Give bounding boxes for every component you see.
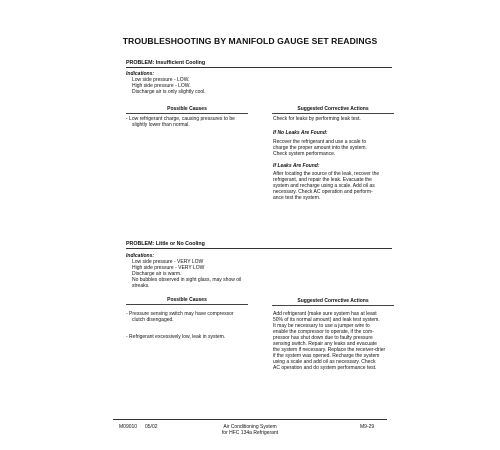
problem-1-indication: Discharge air is only slightly cool. bbox=[132, 89, 206, 95]
problem-1-actions-header: Suggested Corrective Actions bbox=[297, 106, 369, 112]
footer-title: Air Conditioning System bbox=[223, 424, 277, 430]
actions-header-rule bbox=[272, 113, 394, 114]
problem-2-action: 50% of its normal amount) and leak test system. bbox=[273, 317, 380, 323]
problem-2-action: the system if necessary. Replace the receiver-drier bbox=[273, 347, 386, 353]
footer-date: 05/02 bbox=[145, 424, 158, 430]
problem-2-causes-header: Possible Causes bbox=[167, 297, 207, 303]
problem-1-indications-label: Indications: bbox=[126, 71, 155, 77]
problem-2-action: using a scale and add oil as necessary. Check bbox=[273, 359, 376, 365]
problem-2-action: pressor has shut down due to faulty pressure bbox=[273, 335, 373, 341]
causes-header-rule bbox=[126, 304, 248, 305]
problem-2-indication: Discharge air is warm. bbox=[132, 271, 182, 277]
no-leaks-label: If No Leaks Are Found: bbox=[273, 130, 328, 136]
page-number: M9-29 bbox=[360, 424, 375, 430]
problem-1-cause: - Low refrigerant charge, causing pressures to be bbox=[126, 116, 235, 122]
problem-2-indication: streaks. bbox=[132, 283, 150, 289]
leaks-text: necessary. Check AC operation and perform- bbox=[273, 189, 373, 195]
problem-2-cause: clutch disengaged. bbox=[132, 317, 174, 323]
footer-rule bbox=[113, 419, 387, 420]
problem-2-cause: - Refrigerant excessively low, leak in system. bbox=[126, 334, 226, 340]
problem-2-action: Add refrigerant (make sure system has at least bbox=[273, 311, 377, 317]
problem-2-action: if the system was opened. Recharge the system bbox=[273, 353, 380, 359]
page-title: TROUBLESHOOTING BY MANIFOLD GAUGE SET READINGS bbox=[122, 36, 378, 46]
leaks-text: system and recharge using a scale. Add oil as bbox=[273, 183, 375, 189]
problem-2-action: It may be necessary to use a jumper wire to bbox=[273, 323, 370, 329]
leaks-text: refrigerant, and repair the leak. Evacuate the bbox=[273, 177, 372, 183]
problem-2-indication: Low side pressure - VERY LOW bbox=[132, 259, 204, 265]
problem-2-action: sensing switch. Repair any leaks and evacuate bbox=[273, 341, 377, 347]
problem-2-rule bbox=[126, 248, 392, 249]
footer-subtitle: for HFC 134a Refrigerant bbox=[221, 430, 279, 436]
problem-2-indications-label: Indications: bbox=[126, 253, 155, 259]
problem-1-cause: slightly lower than normal. bbox=[132, 122, 190, 128]
no-leaks-text: Check system performance. bbox=[273, 151, 336, 157]
problem-2-cause: - Pressure sensing switch may have compressor bbox=[126, 311, 234, 317]
problem-2-actions-header: Suggested Corrective Actions bbox=[297, 298, 369, 304]
problem-1-causes-header: Possible Causes bbox=[167, 106, 207, 112]
causes-header-rule bbox=[126, 113, 248, 114]
actions-header-rule bbox=[272, 305, 394, 306]
footer-code: M09010 bbox=[119, 424, 138, 430]
problem-1-indication: Low side pressure - LOW. bbox=[132, 77, 190, 83]
problem-1-rule bbox=[126, 67, 392, 68]
leaks-label: If Leaks Are Found: bbox=[273, 163, 320, 169]
no-leaks-text: charge the proper amount into the system. bbox=[273, 145, 367, 151]
problem-2-indication: High side pressure - VERY LOW bbox=[132, 265, 205, 271]
problem-1-action-intro: Check for leaks by performing leak test. bbox=[273, 116, 361, 122]
problem-2-action: AC operation and do system performance test. bbox=[273, 365, 377, 371]
leaks-text: After locating the source of the leak, recover the bbox=[273, 171, 380, 177]
no-leaks-text: Recover the refrigerant and use a scale to bbox=[273, 139, 367, 145]
problem-2-indication: No bubbles observed in sight glass, may show oil bbox=[132, 277, 242, 283]
leaks-text: ance test the system. bbox=[273, 195, 321, 201]
problem-1-indication: High side pressure - LOW. bbox=[132, 83, 191, 89]
problem-2-heading: PROBLEM: Little or No Cooling bbox=[126, 241, 205, 247]
problem-2-action: enable the compressor to operate, if the com- bbox=[273, 329, 374, 335]
problem-1-heading: PROBLEM: Insufficient Cooling bbox=[126, 60, 206, 66]
